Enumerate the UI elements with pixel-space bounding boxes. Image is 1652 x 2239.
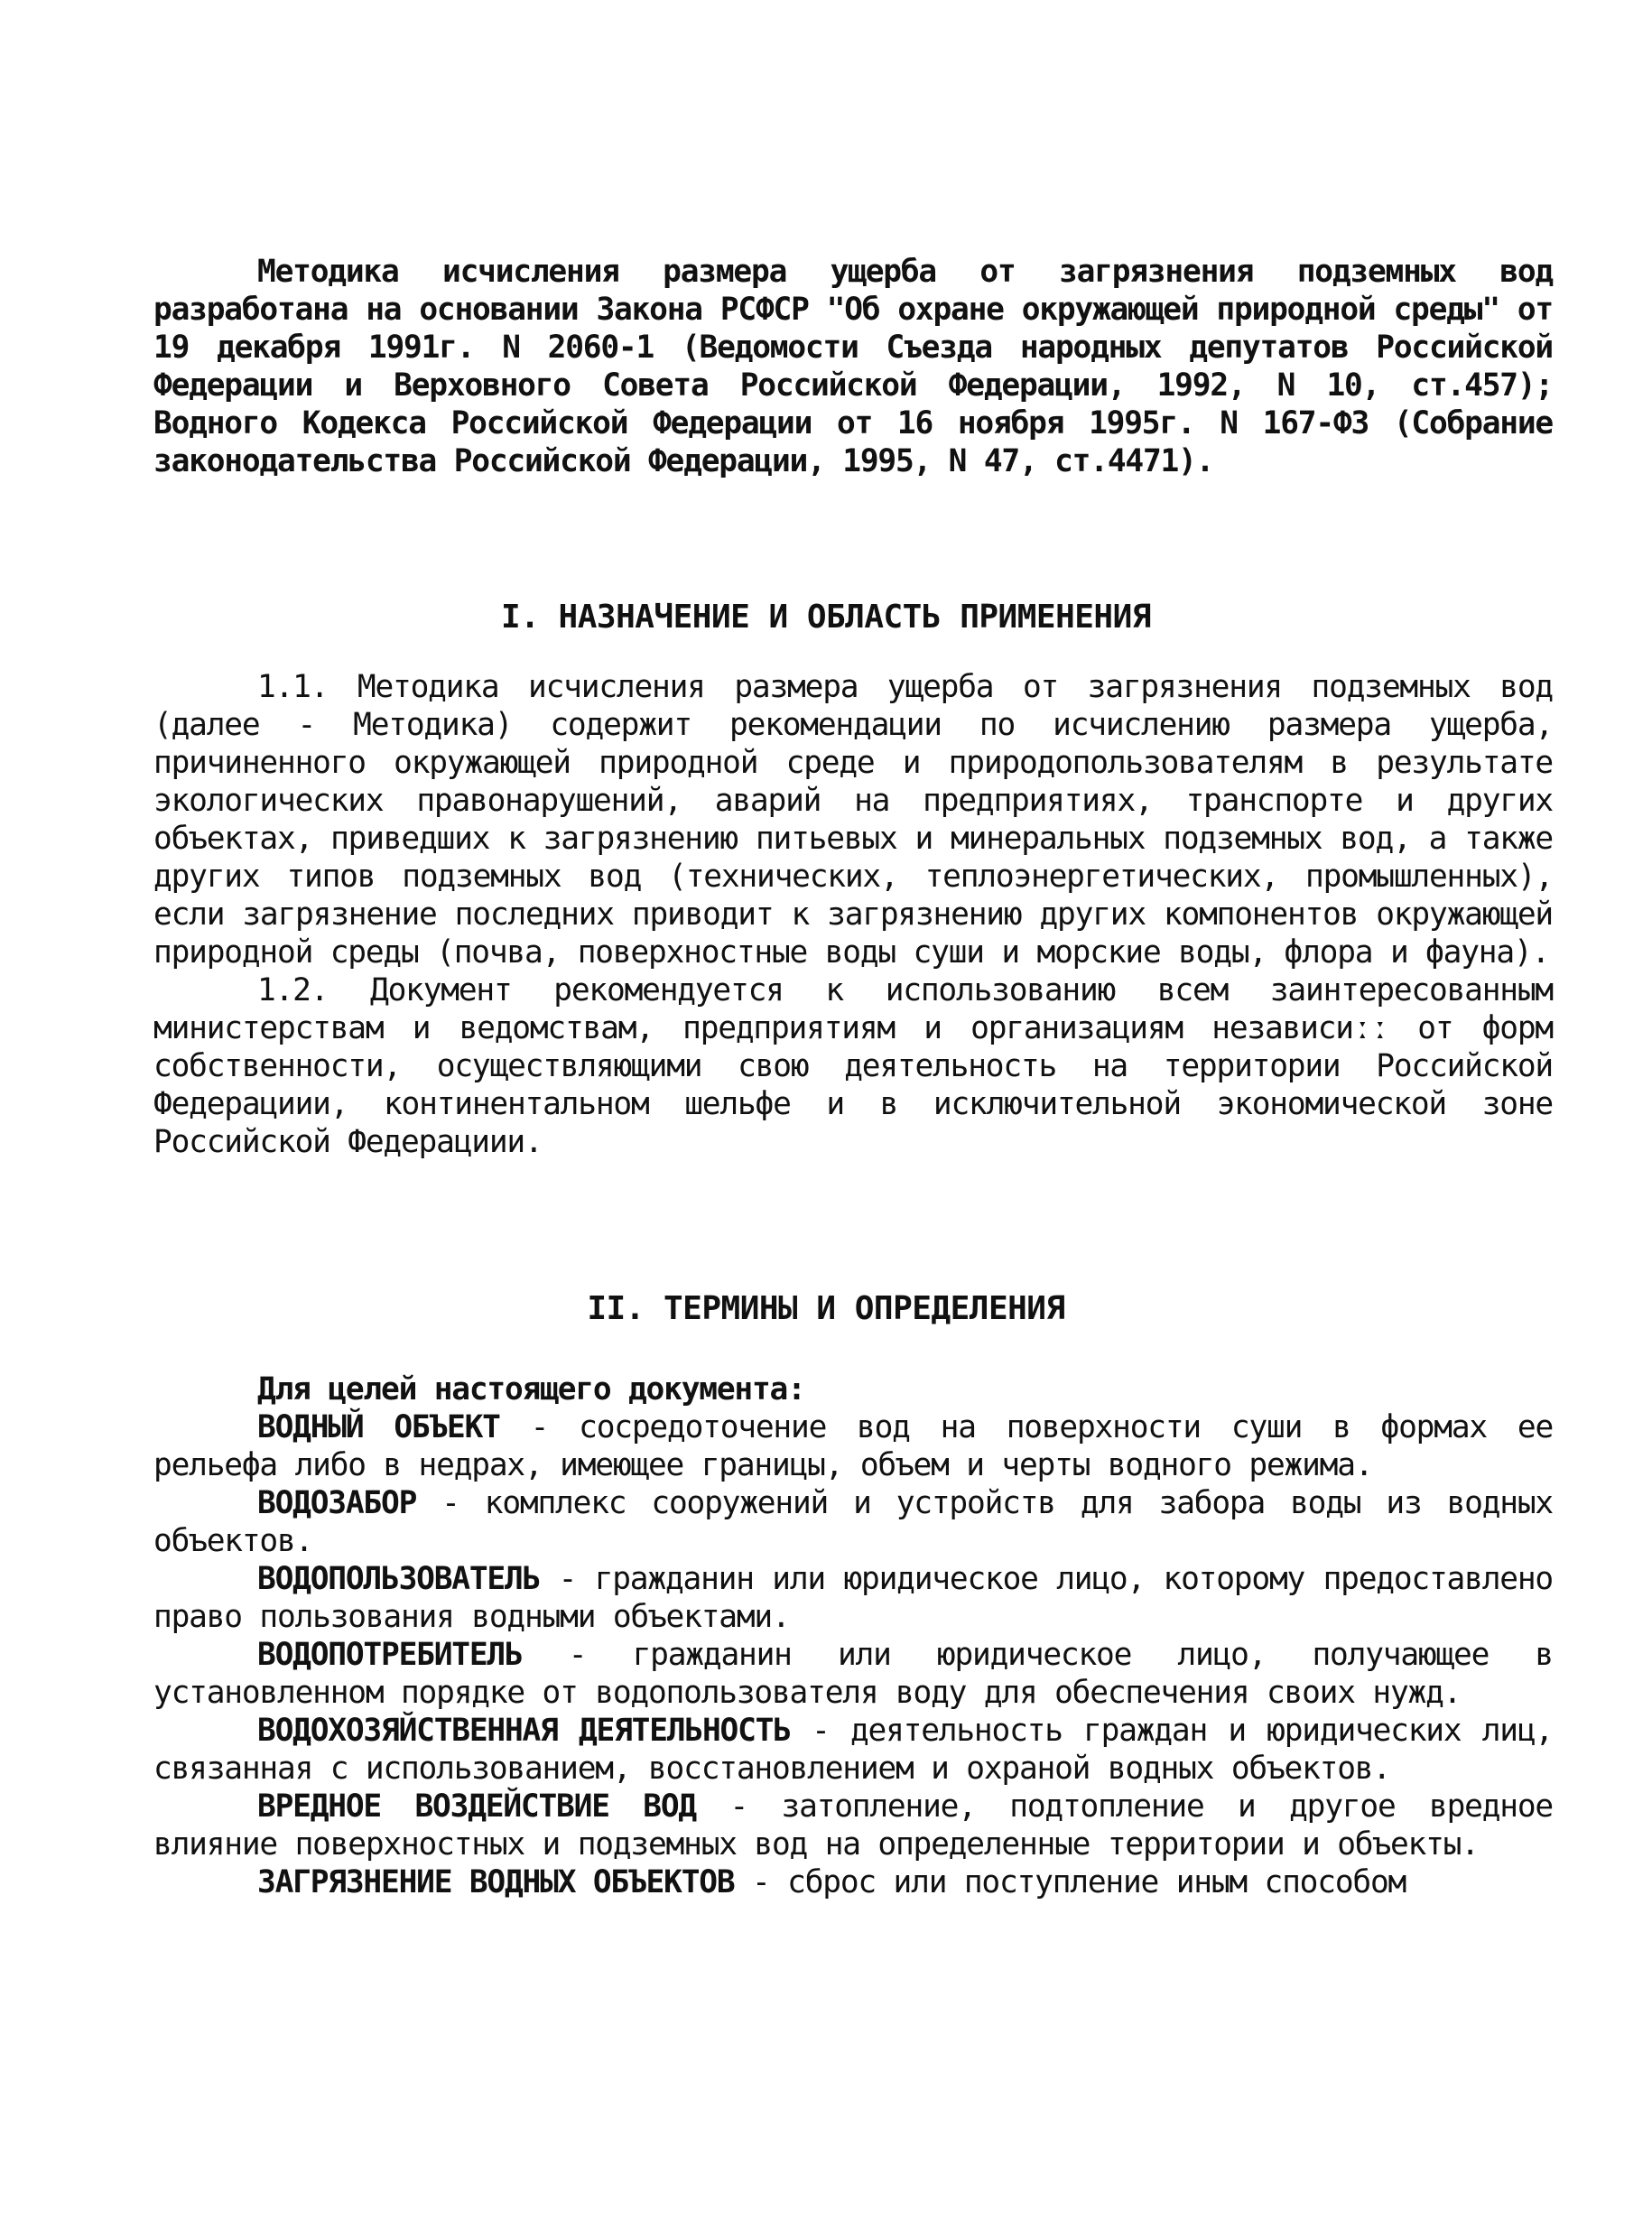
definition-text: - затопление, подтопление и другое вредное влияние поверхностных и подземных вод на определенные территории и объекты. (153, 1788, 1553, 1863)
definition-text: - гражданин или юридическое лицо, получающее в установленном порядке от водопользователя воду для обеспечения своих нужд. (153, 1637, 1553, 1711)
definition-text: - деятельность граждан и юридических лиц, связанная с использованием, восстановлением и охраной водных объектов. (153, 1713, 1553, 1787)
definition-term: ВОДОПОТРЕБИТЕЛЬ (257, 1637, 523, 1673)
intro-paragraph: Методика исчисления размера ущерба от загрязнения подземных вод разработана на основании Закона РСФСР "Об охране окружающей природной среды" от 19 декабря 1991г. N 2060-1 (Ведомости Съезда народных депутатов Российской Федерации и Верховного Совета Российской Федерации, 1992, N 10, ст.457); Водного Кодекса Российской Федерации от 16 ноября 1995г. N 167-ФЗ (Собрание законодательства Российской Федерации, 1995, N 47, ст.4471). (153, 254, 1553, 479)
section-2-body (153, 1370, 1553, 1901)
section-1-body (153, 668, 1553, 1161)
definition-item (153, 1408, 1553, 1484)
definition-item (153, 1560, 1553, 1636)
definition-item (153, 1788, 1553, 1863)
definition-item (153, 1636, 1553, 1712)
definition-term: ВОДОЗАБОР (257, 1485, 417, 1521)
definition-text: - сброс или поступление иным способом (734, 1864, 1406, 1900)
section-1-paragraph-2: 1.2. Документ рекомендуется к использованию всем заинтересованным министерствам и ведомствам, предприятиям и организациям независиːː от форм собственности, осуществляющими свою деятельность на территории Российской Федерациии, континентальном шельфе и в исключительной экономической зоне Российской Федерациии. (153, 972, 1553, 1160)
definition-term: ВОДНЫЙ ОБЪЕКТ (257, 1409, 500, 1445)
definition-item (153, 1712, 1553, 1788)
definition-term: ЗАГРЯЗНЕНИЕ ВОДНЫХ ОБЪЕКТОВ (257, 1864, 735, 1900)
section-2-lead: Для целей настоящего документа: (257, 1371, 805, 1408)
definition-text: - гражданин или юридическое лицо, которому предоставлено право пользования водными объектами. (153, 1561, 1553, 1635)
definition-text: - сосредоточение вод на поверхности суши в формах ее рельефа либо в недрах, имеющее границы, объем и черты водного режима. (153, 1409, 1554, 1483)
definition-term: ВОДОХОЗЯЙСТВЕННАЯ ДЕЯТЕЛЬНОСТЬ (257, 1713, 791, 1749)
section-1-heading: I. НАЗНАЧЕНИЕ И ОБЛАСТЬ ПРИМЕНЕНИЯ (501, 599, 1151, 636)
intro-block (153, 253, 1553, 480)
definition-text: - комплекс сооружений и устройств для забора воды из водных объектов. (153, 1485, 1553, 1559)
definition-term: ВОДОПОЛЬЗОВАТЕЛЬ (257, 1561, 541, 1597)
section-2-heading: II. ТЕРМИНЫ И ОПРЕДЕЛЕНИЯ (587, 1290, 1065, 1327)
definition-item (153, 1863, 1553, 1901)
definition-item (153, 1484, 1553, 1560)
section-1-paragraph-1: 1.1. Методика исчисления размера ущерба от загрязнения подземных вод (далее - Методика) содержит рекомендации по исчислению размера ущерба, причиненного окружающей природной среде и природопользователям в результате экологических правонарушений, аварий на предприятиях, транспорте и других объектах, приведших к загрязнению питьевых и минеральных подземных вод, а также других типов подземных вод (технических, теплоэнергетических, промышленных), если загрязнение последних приводит к загрязнению других компонентов окружающей природной среды (почва, поверхностные воды суши и морские воды, флора и фауна). (153, 669, 1553, 971)
definition-term: ВРЕДНОЕ ВОЗДЕЙСТВИЕ ВОД (257, 1788, 696, 1825)
